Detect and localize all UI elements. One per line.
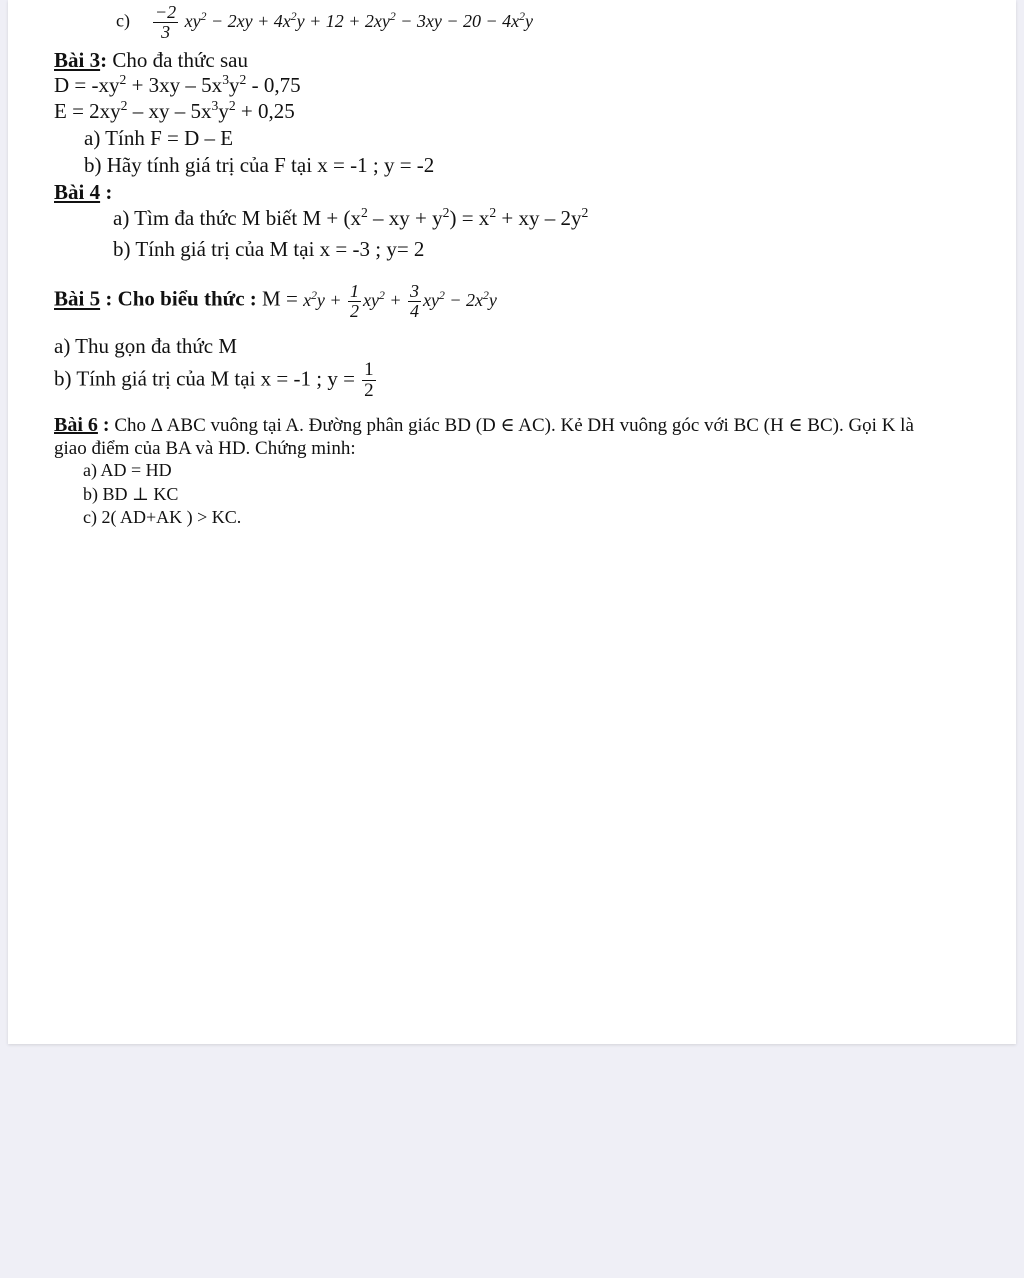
bai5-expression: $x^2y$ + $\frac{1}{2}$ $xy^2$ + $\frac{3}{4}$ $xy^2 - 2x^2y$: [303, 281, 497, 321]
part-c-line: [116, 3, 533, 42]
bai4-heading: Bài 4 :: [54, 180, 113, 204]
document-page: [8, 0, 1016, 1044]
part-c-expression: $xy^2 - 2xy + 4x^2y + 12 + 2xy^2 - 3xy - 20 - 4x^2y$: [184, 9, 533, 31]
bai4-question-b: b) Tính giá trị của M tại x = -3 ; y= 2: [113, 237, 425, 261]
bai6-part-a: a) AD = HD: [83, 460, 172, 480]
bai6-line-2: giao điểm của BA và HD. Chứng minh:: [54, 438, 356, 459]
bai3-question-b: b) Hãy tính giá trị của F tại x = -1 ; y = -2: [84, 153, 435, 177]
bai4-title: Bài 4: [54, 180, 101, 204]
bai3-question-a: a) Tính F = D – E: [84, 126, 234, 150]
bai5-question-b: b) Tính giá trị của M tại x = -1 ; y = $\frac{1}{2}$: [54, 359, 374, 401]
bai5-heading: Bài 5 : Cho biểu thức : $M = x^2y$ + $\frac{1}{2}$ $xy^2$ + $\frac{3}{4}$ $xy^2 - 2x^2y$: [54, 281, 497, 321]
bai4-question-a: a) Tìm đa thức M biết $M + (x^2$ – xy + $y^2) = x^2$ + xy – $2y^2$: [113, 205, 589, 230]
bai6-part-c: c) 2( AD+AK ) > KC.: [83, 507, 242, 527]
fraction-minus-two-thirds: $\frac{-2}{3}$: [154, 2, 177, 42]
part-c-label: c): [116, 10, 130, 31]
bai6-part-b: b) BD ⊥ KC: [83, 484, 179, 504]
bai5-title: Bài 5: [54, 286, 101, 311]
bai5-question-a: a) Thu gọn đa thức M: [54, 334, 238, 358]
bai3-polynomial-e: $E = 2xy^2$ – xy – $5x^3y^2 + 0,25$: [54, 98, 295, 123]
bai3-heading: Bài 3: Cho đa thức sau: [54, 48, 248, 72]
bai3-polynomial-d: $D = -xy^2 + 3xy - 5x^3y^2 - 0,75$: [54, 72, 301, 97]
bai6-line-1: Bài 6 : Cho Δ ABC vuông tại A. Đường phân giác BD (D ∈ AC). Kẻ DH vuông góc với BC (H ∈ BC). Gọi K là: [54, 414, 914, 436]
bai6-title: Bài 6: [54, 414, 98, 436]
bai3-title: Bài 3: [54, 48, 101, 72]
